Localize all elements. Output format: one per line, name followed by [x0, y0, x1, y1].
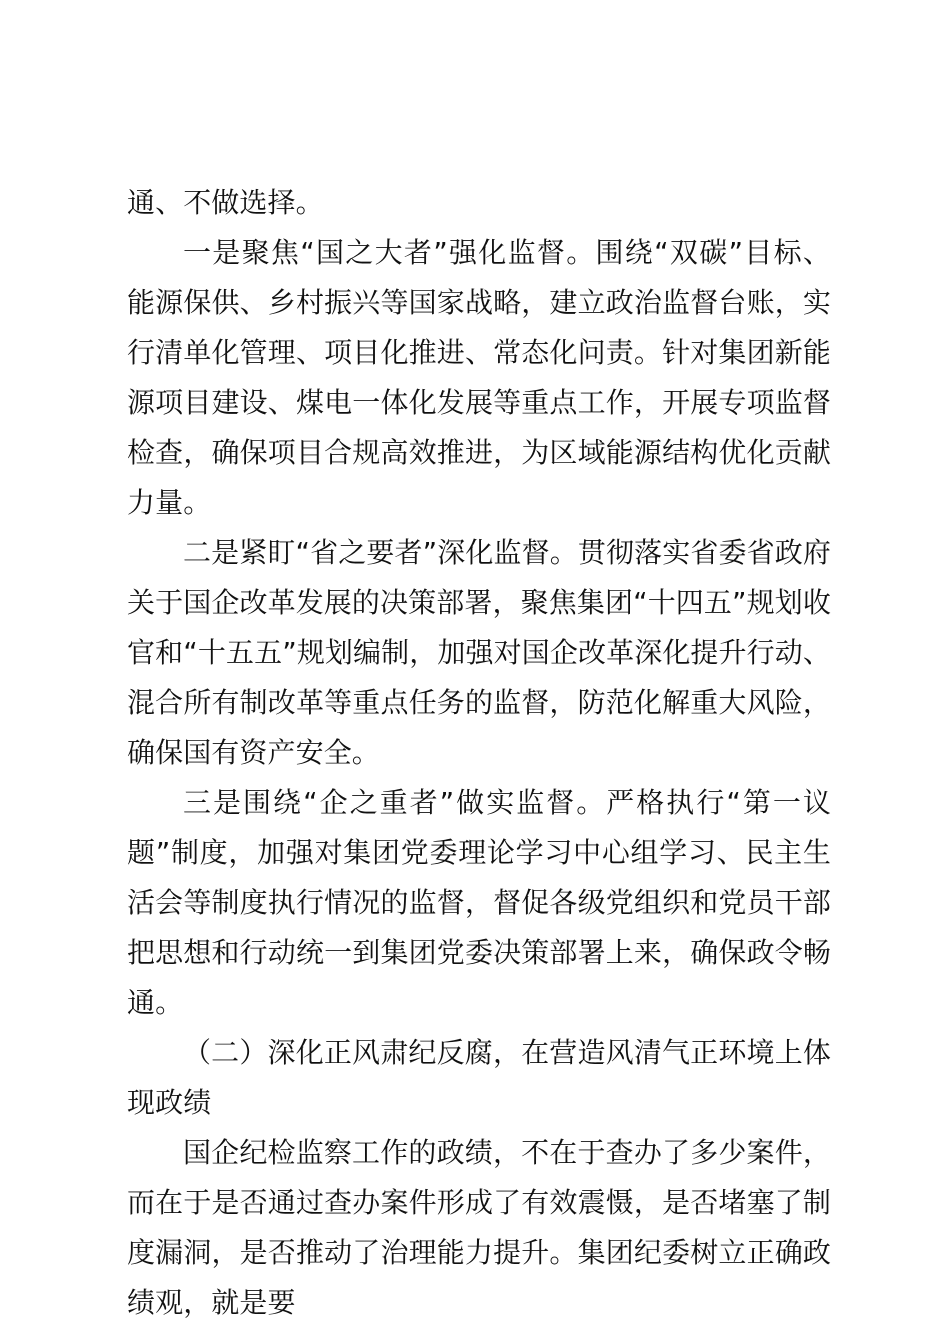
paragraph-enterprise-priorities: 三是围绕“企之重者”做实监督。严格执行“第一议题”制度，加强对集团党委理论学习中心组学习、民主生活会等制度执行情况的监督，督促各级党组织和党员干部把思想和行动统一到集团党委决策部署上来，确保政令畅通。	[127, 786, 831, 1019]
paragraph-continuation: 通、不做选择。	[127, 186, 324, 219]
document-page	[127, 178, 831, 1328]
paragraph-provincial-priorities: 二是紧盯“省之要者”深化监督。贯彻落实省委省政府关于国企改革发展的决策部署，聚焦集团“十四五”规划收官和“十五五”规划编制，加强对国企改革深化提升行动、混合所有制改革等重点任务的监督，防范化解重大风险，确保国有资产安全。	[127, 536, 831, 769]
paragraph-discipline-performance: 国企纪检监察工作的政绩，不在于查办了多少案件，而在于是否通过查办案件形成了有效震慑，是否堵塞了制度漏洞，是否推动了治理能力提升。集团纪委树立正确政绩观，就是要	[127, 1136, 831, 1319]
section-heading-2: （二）深化正风肃纪反腐，在营造风清气正环境上体现政绩	[127, 1036, 831, 1119]
paragraph-focus-national-priorities: 一是聚焦“国之大者”强化监督。围绕“双碳”目标、能源保供、乡村振兴等国家战略，建立政治监督台账，实行清单化管理、项目化推进、常态化问责。针对集团新能源项目建设、煤电一体化发展等重点工作，开展专项监督检查，确保项目合规高效推进，为区域能源结构优化贡献力量。	[127, 236, 831, 519]
